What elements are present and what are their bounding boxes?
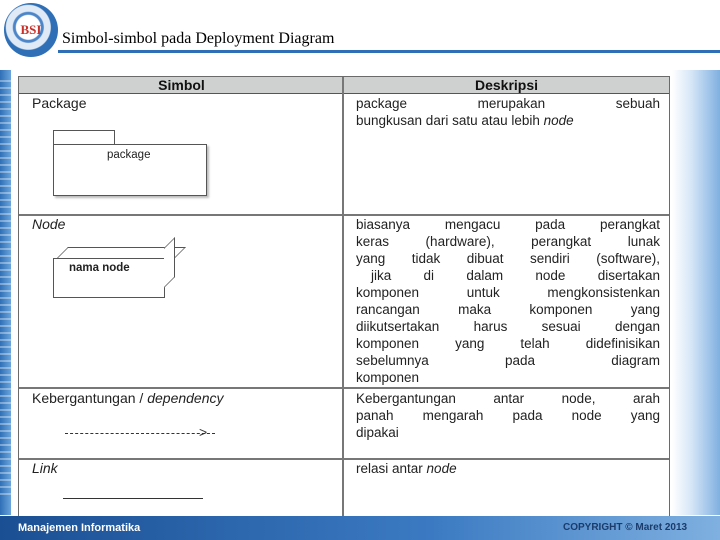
dependency-dashed-line [65,433,215,434]
header-description: Deskripsi [474,77,539,93]
node-desc-line-4: jika di dalam node disertakan [371,268,660,283]
link-solid-line [63,498,203,499]
right-decor-strip [672,70,720,515]
node-desc-line-9: sebelumnya pada diagram [356,353,660,368]
symbol-table [18,76,670,523]
node-symbol-side [164,237,175,288]
node-desc-line-5: komponen untuk mengkonsistenkan [356,285,660,300]
dependency-desc-line-3: dipakai [356,425,399,440]
dependency-label: Kebergantungan / dependency [32,390,224,406]
table-header [19,77,669,94]
package-symbol-tab [53,130,115,145]
node-desc-line-10: komponen [356,370,420,385]
node-desc-line-2: keras (hardware), perangkat lunak [356,234,660,249]
header-divider [58,50,720,53]
package-symbol-text: package [107,149,151,161]
dependency-desc-line-1: Kebergantungan antar node, arah [356,391,660,406]
node-desc-line-3: yang tidak dibuat sendiri (software), [356,251,660,266]
link-label: Link [32,460,58,476]
column-divider [342,77,344,522]
dependency-arrowhead-icon: > [199,424,208,440]
package-desc-line-1: package merupakan sebuah [356,96,660,111]
dependency-desc-line-2: panah mengarah pada node yang [356,408,660,423]
package-label: Package [32,95,87,111]
node-desc-line-6: rancangan maka komponen yang [356,302,660,317]
logo-text: BSI [20,22,42,37]
footer-copyright: COPYRIGHT © Maret 2013 [563,522,688,533]
page-title: Simbol-simbol pada Deployment Diagram [62,30,335,47]
node-desc-line-8: komponen yang telah didefinisikan [356,336,660,351]
package-desc-line-2: bungkusan dari satu atau lebih node [356,113,574,128]
row-divider-2 [19,387,669,389]
footer-program: Manajemen Informatika [18,522,141,534]
node-desc-line-7: diikutsertakan harus sesuai dengan [356,319,660,334]
header-symbol: Simbol [158,77,205,93]
node-symbol-text: nama node [69,262,130,274]
left-decor-dots [0,80,11,500]
bsi-logo [4,3,58,57]
node-desc-line-1: biasanya mengacu pada perangkat [356,217,660,232]
link-desc: relasi antar node [356,461,457,476]
node-label: Node [32,216,66,232]
